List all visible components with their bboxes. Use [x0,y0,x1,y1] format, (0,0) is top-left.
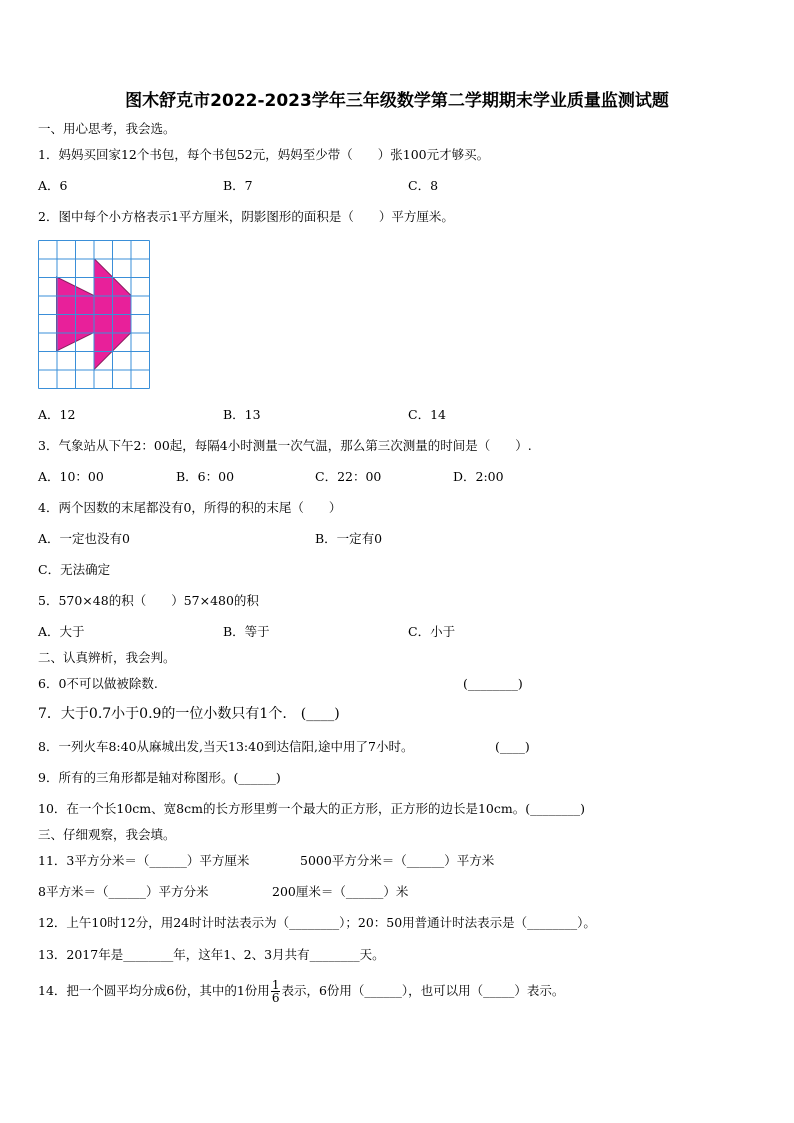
question-14 [38,976,564,1006]
q3-option-b[interactable]: B．6：00 [176,469,235,484]
fraction-denominator: 6 [271,991,280,1005]
question-8: 8．一列火车8:40从麻城出发,当天13:40到达信阳,途中用了7小时。 [38,739,414,754]
q3-option-a[interactable]: A．10：00 [38,469,104,484]
grid-shape-figure [38,240,150,389]
question-4: 4．两个因数的末尾都没有0，所得的积的末尾（ ） [38,500,342,515]
q8-answer-blank[interactable]: (____) [495,739,530,754]
question-9: 9．所有的三角形都是轴对称图形。(______) [38,770,281,785]
q3-option-c[interactable]: C．22：00 [315,469,382,484]
grid-lines [39,241,150,389]
q3-option-d[interactable]: D．2:00 [453,469,504,484]
question-11-part4: 200厘米＝（______）米 [272,884,409,899]
question-3: 3．气象站从下午2：00起，每隔4小时测量一次气温，那么第三次测量的时间是（ ）. [38,438,532,453]
q4-option-c[interactable]: C．无法确定 [38,562,111,577]
q2-option-c[interactable]: C．14 [408,407,446,422]
question-11-part2: 5000平方分米＝（______）平方米 [300,853,495,868]
q14-suffix: 表示，6份用（______），也可以用（_____）表示。 [281,983,565,998]
question-2: 2．图中每个小方格表示1平方厘米，阴影图形的面积是（ ）平方厘米。 [38,209,454,224]
question-1: 1．妈妈买回家12个书包，每个书包52元，妈妈至少带（ ）张100元才够买。 [38,147,490,162]
section-heading-1: 一、用心思考，我会选。 [38,121,176,136]
q14-prefix: 14．把一个圆平均分成6份，其中的1份用 [38,983,270,998]
question-5: 5．570×48的积（ ）57×480的积 [38,593,259,608]
section-heading-2: 二、认真辨析，我会判。 [38,650,176,665]
q2-option-a[interactable]: A．12 [38,407,76,422]
q2-option-b[interactable]: B．13 [223,407,261,422]
section-heading-3: 三、仔细观察，我会填。 [38,827,176,842]
q5-option-b[interactable]: B．等于 [223,624,270,639]
fraction-numerator: 1 [271,978,280,992]
q5-option-c[interactable]: C．小于 [408,624,456,639]
question-10: 10．在一个长10cm、宽8cm的长方形里剪一个最大的正方形，正方形的边长是10cm。(________) [38,801,585,816]
q1-option-c[interactable]: C．8 [408,178,439,193]
q1-option-b[interactable]: B．7 [223,178,253,193]
question-6: 6．0不可以做被除数. [38,676,158,691]
fraction-one-sixth [271,979,281,1004]
page-title: 图木舒克市2022-2023学年三年级数学第二学期期末学业质量监测试题 [125,91,669,111]
q4-option-a[interactable]: A．一定也没有0 [38,531,130,546]
q4-option-b[interactable]: B．一定有0 [315,531,383,546]
question-11-part1: 11．3平方分米＝（______）平方厘米 [38,853,250,868]
q5-option-a[interactable]: A．大于 [38,624,85,639]
q1-option-a[interactable]: A．6 [38,178,68,193]
q6-answer-blank[interactable]: (________) [463,676,523,691]
question-11-part3: 8平方米＝（______）平方分米 [38,884,209,899]
question-12: 12．上午10时12分，用24时计时法表示为（________）；20：50用普通计时法表示是（________）。 [38,915,596,930]
question-7: 7．大于0.7小于0.9的一位小数只有1个. (____) [38,706,340,722]
question-13: 13．2017年是________年，这年1、2、3月共有________天。 [38,947,385,962]
